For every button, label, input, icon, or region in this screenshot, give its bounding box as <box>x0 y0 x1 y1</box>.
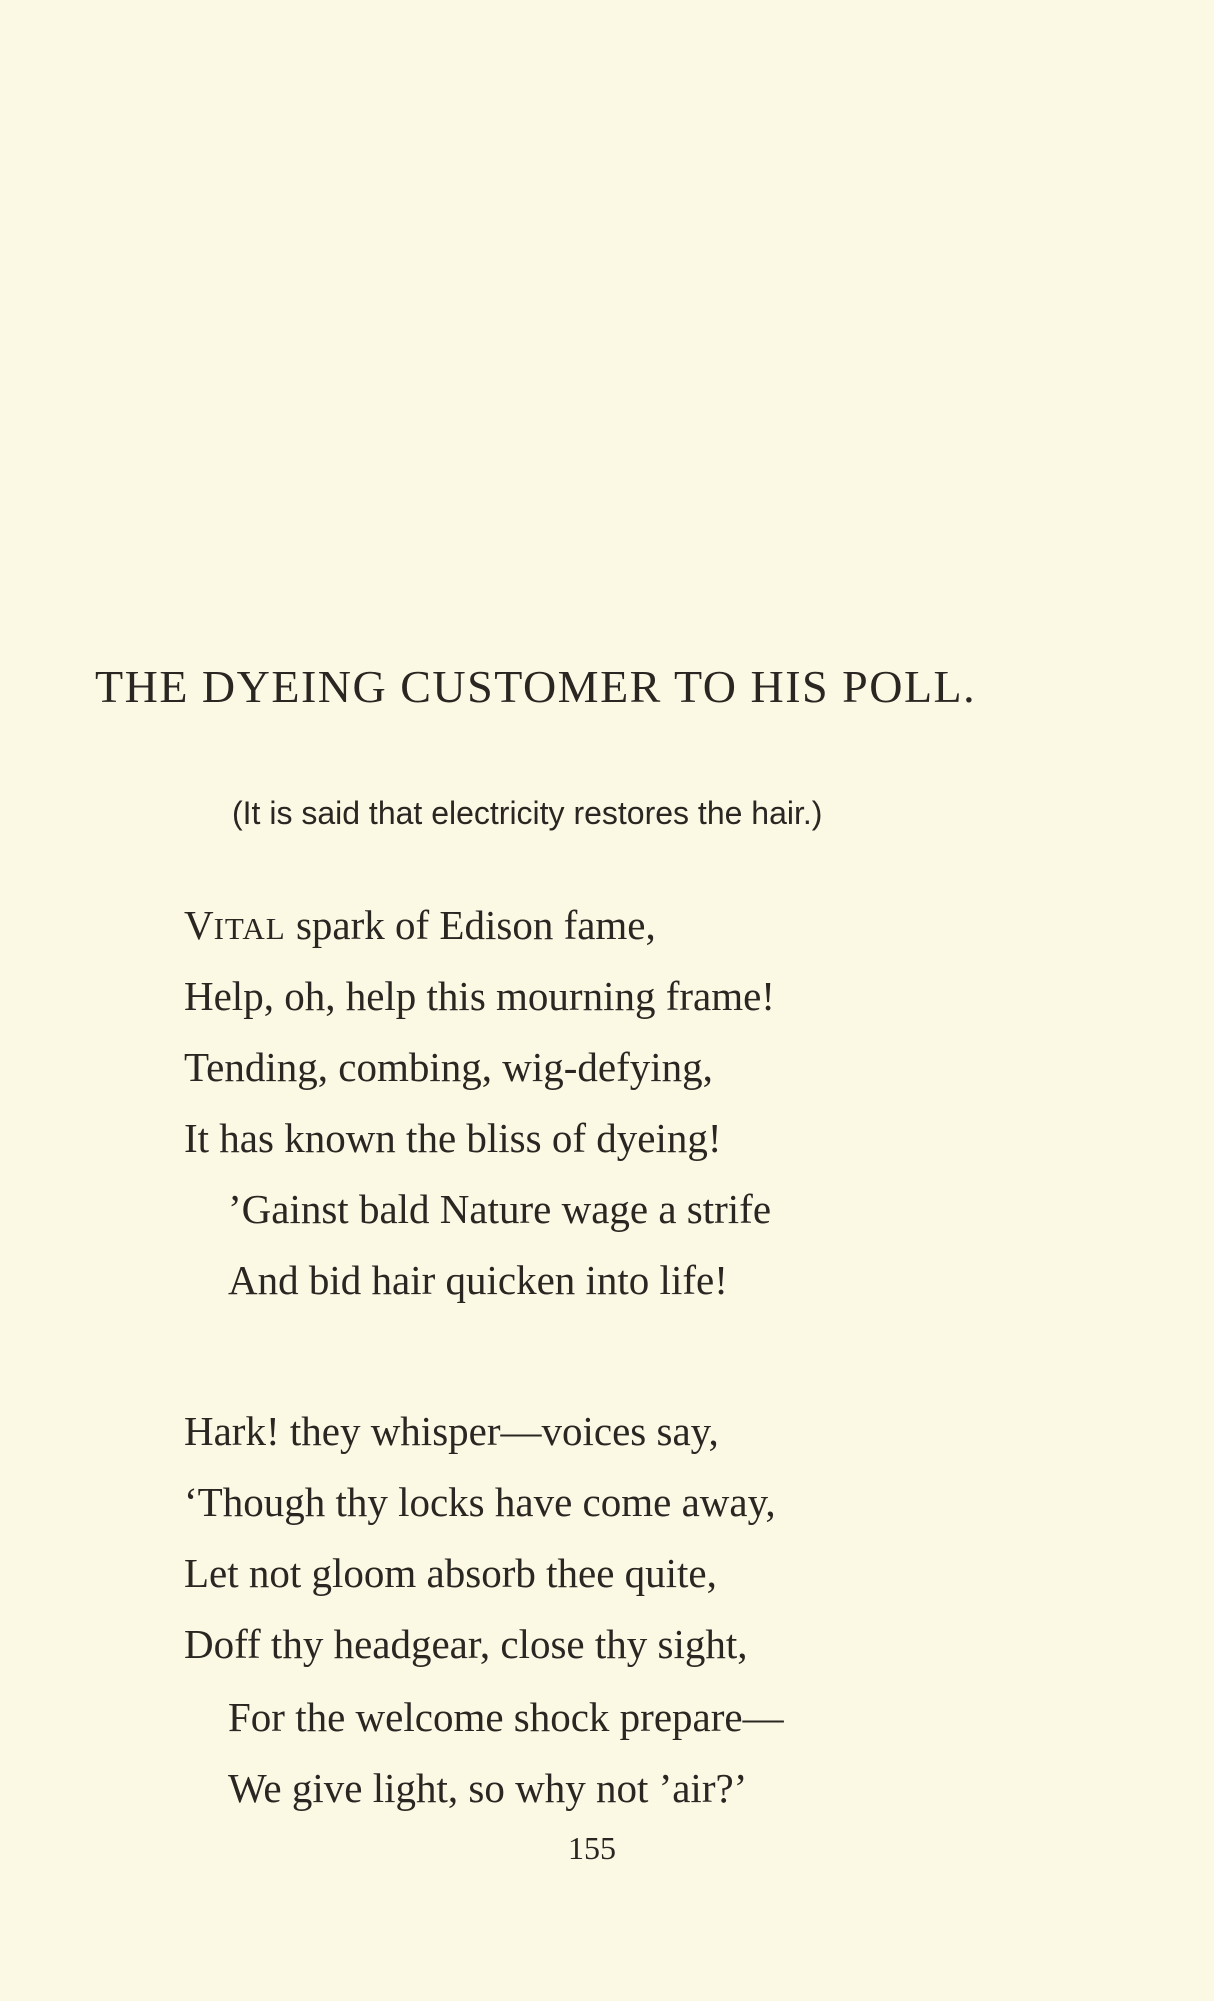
stanza1-line6: And bid hair quicken into life! <box>228 1257 728 1303</box>
stanza2-line5: For the welcome shock prepare— <box>228 1694 784 1740</box>
small-caps-word: ITAL <box>213 911 286 946</box>
stanza1-line5: ’Gainst bald Nature wage a strife <box>228 1186 772 1232</box>
stanza2-line4: Doff thy headgear, close thy sight, <box>184 1621 748 1667</box>
stanza2-line2: ‘Though thy locks have come away, <box>184 1479 776 1525</box>
stanza2-line1: Hark! they whisper—voices say, <box>184 1408 719 1454</box>
stanza2-line3: Let not gloom absorb thee quite, <box>184 1550 717 1596</box>
drop-cap-letter: V <box>184 902 214 948</box>
poem-title: THE DYEING CUSTOMER TO HIS POLL. <box>95 661 977 712</box>
stanza1-line3: Tending, combing, wig-defying, <box>184 1044 713 1090</box>
stanza1-line2: Help, oh, help this mourning frame! <box>184 973 775 1019</box>
stanza2-line6: We give light, so why not ’air?’ <box>228 1765 748 1811</box>
poem-subtitle: (It is said that electricity restores the hair.) <box>232 795 823 831</box>
stanza1-line4: It has known the bliss of dyeing! <box>184 1115 722 1161</box>
page-number: 155 <box>568 1830 616 1866</box>
stanza1-line1-rest: spark of Edison fame, <box>285 902 656 948</box>
stanza1-line1 <box>184 902 656 948</box>
